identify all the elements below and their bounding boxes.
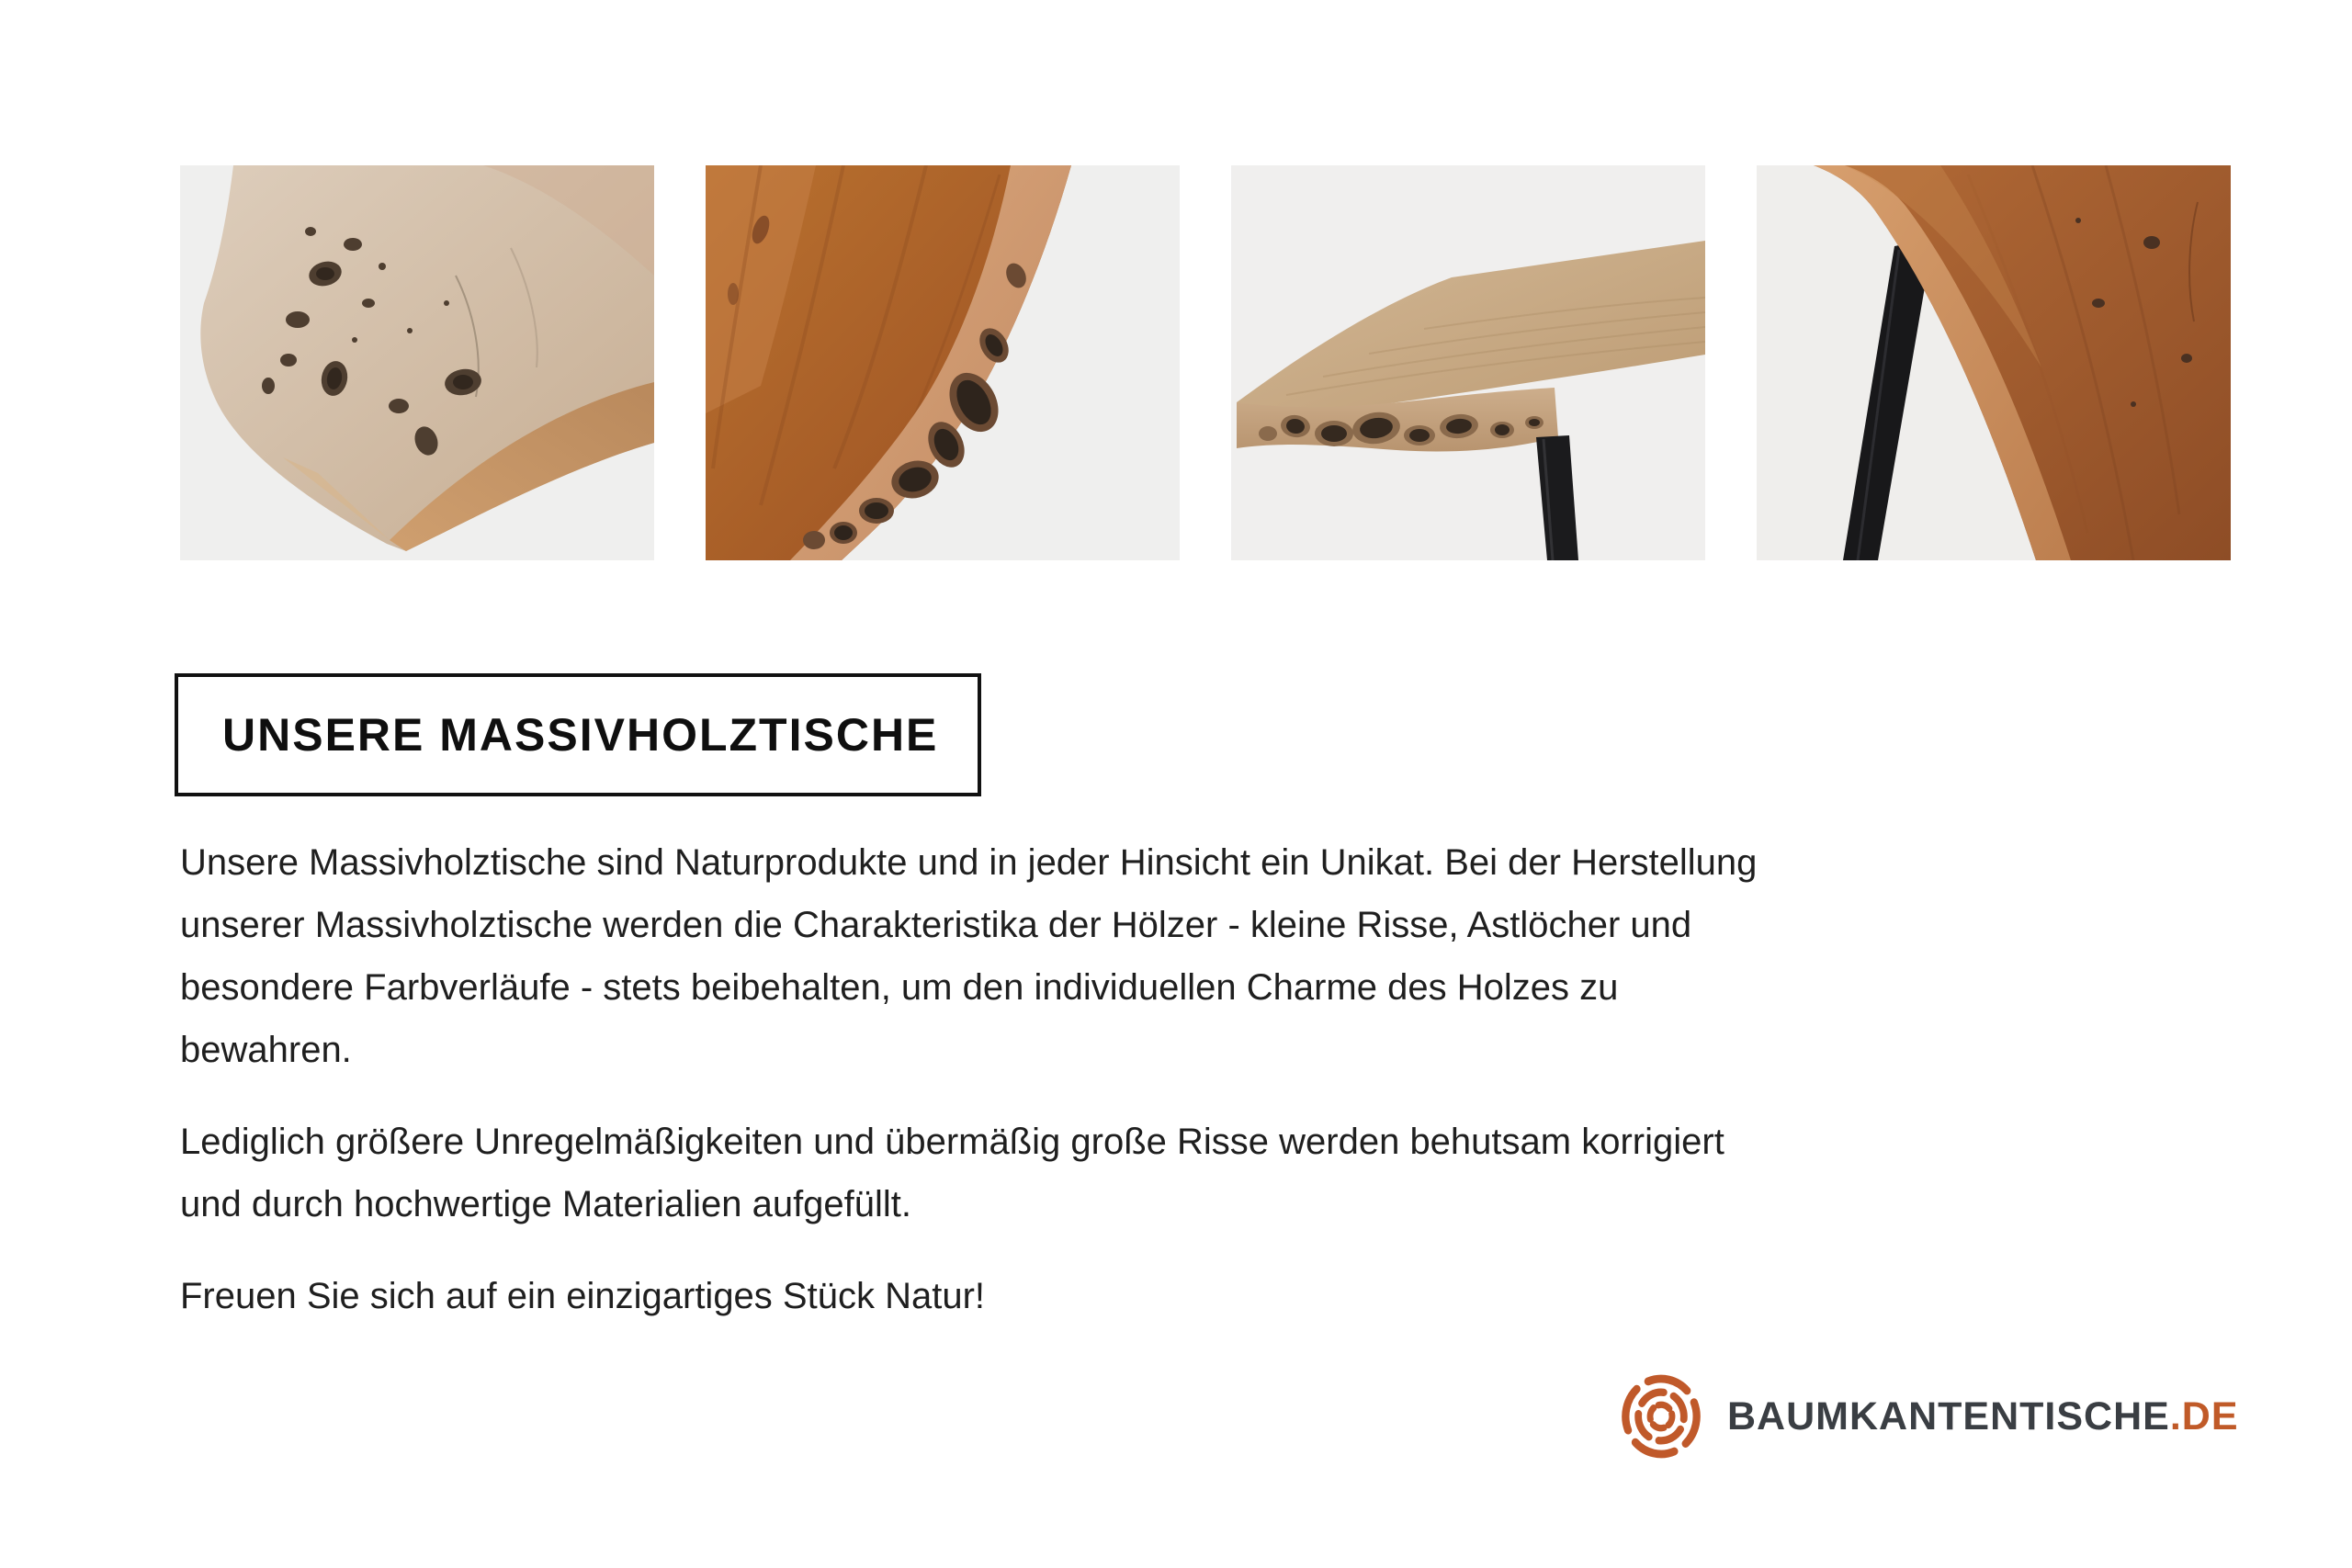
photo-1-illustration <box>180 165 654 560</box>
body-line: unserer Massivholztische werden die Charakteristika der Hölzer - kleine Risse, Astlöcher und <box>180 905 1692 945</box>
photo-gallery <box>180 165 2231 560</box>
page-title: UNSERE MASSIVHOLZTISCHE <box>222 709 939 761</box>
body-line: Lediglich größere Unregelmäßigkeiten und übermäßig große Risse werden behutsam korrigiert <box>180 1122 1724 1162</box>
body-line: Freuen Sie sich auf ein einzigartiges Stück Natur! <box>180 1276 985 1316</box>
tree-rings-icon <box>1619 1374 1703 1459</box>
body-line: bewahren. <box>180 1030 352 1070</box>
paragraph-3 <box>180 1265 1757 1327</box>
body-line: besondere Farbverläufe - stets beibehalten, um den individuellen Charme des Holzes zu <box>180 967 1619 1008</box>
brand-logo <box>1619 1374 2239 1459</box>
paragraph-1 <box>180 831 1757 1081</box>
body-copy <box>180 831 1757 1357</box>
brand-wordmark <box>1727 1394 2239 1439</box>
section-heading-box <box>175 673 981 796</box>
photo-3-tabletop-with-leg <box>1231 165 1705 560</box>
paragraph-2 <box>180 1111 1757 1235</box>
brand-tld: .DE <box>2169 1393 2239 1438</box>
photo-2-live-edge-knots <box>706 165 1180 560</box>
body-line: und durch hochwertige Materialien aufgefüllt. <box>180 1184 912 1224</box>
photo-4-corner-with-leg <box>1757 165 2231 560</box>
photo-2-illustration <box>706 165 1180 560</box>
brand-name: BAUMKANTENTISCHE <box>1727 1393 2170 1438</box>
photo-4-illustration <box>1757 165 2231 560</box>
photo-1-bleached-corner <box>180 165 654 560</box>
photo-3-illustration <box>1231 165 1705 560</box>
body-line: Unsere Massivholztische sind Naturprodukte und in jeder Hinsicht ein Unikat. Bei der Herstellung <box>180 842 1758 883</box>
